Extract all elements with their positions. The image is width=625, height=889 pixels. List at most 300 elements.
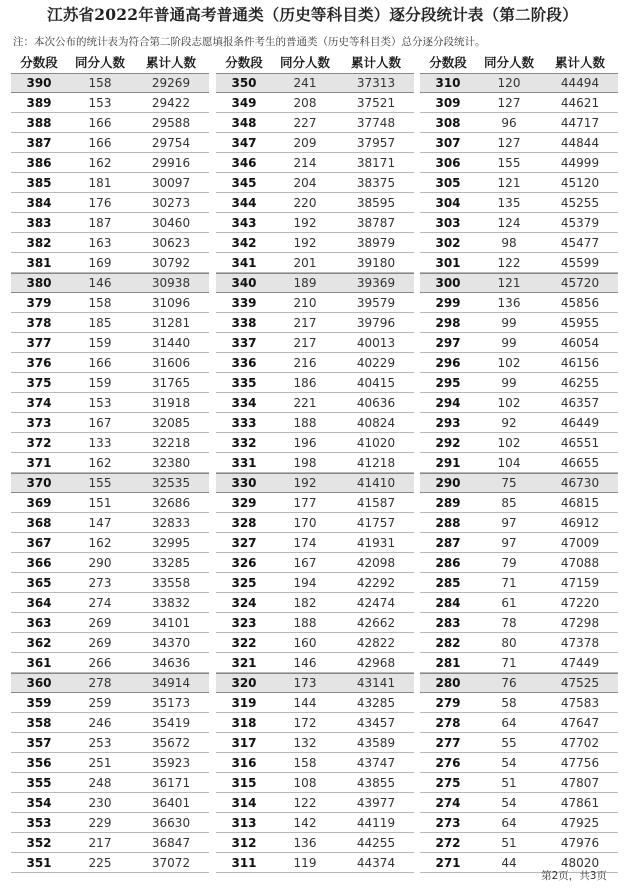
- cumulative-cell: 45120: [560, 175, 600, 190]
- table-row: [11, 313, 209, 333]
- cumulative-cell: 46156: [560, 355, 600, 370]
- score-cell: 293: [435, 415, 461, 430]
- count-cell: 51: [501, 835, 517, 850]
- count-cell: 54: [501, 755, 517, 770]
- table-row: [420, 673, 618, 693]
- table-row: [11, 93, 209, 113]
- table-row: [11, 193, 209, 213]
- cumulative-cell: 41757: [356, 515, 396, 530]
- count-cell: 187: [88, 215, 112, 230]
- score-cell: 312: [231, 835, 257, 850]
- table-row: [420, 553, 618, 573]
- cumulative-cell: 30460: [151, 215, 191, 230]
- count-cell: 61: [501, 595, 517, 610]
- score-cell: 290: [435, 476, 461, 490]
- cumulative-cell: 32833: [151, 515, 191, 530]
- table-row: [420, 233, 618, 253]
- count-cell: 92: [501, 415, 517, 430]
- cumulative-cell: 34370: [151, 635, 191, 650]
- table-row: [420, 73, 618, 93]
- table-row: [420, 453, 618, 473]
- cumulative-cell: 39796: [356, 315, 396, 330]
- table-row: [11, 153, 209, 173]
- cumulative-cell: 30792: [151, 255, 191, 270]
- score-table-1: [11, 51, 209, 873]
- cumulative-cell: 32085: [151, 415, 191, 430]
- table-header: [11, 51, 209, 73]
- score-cell: 356: [26, 755, 52, 770]
- table-row: [420, 493, 618, 513]
- cumulative-cell: 41587: [356, 495, 396, 510]
- count-cell: 210: [293, 295, 317, 310]
- score-cell: 351: [26, 855, 52, 870]
- table-row: [420, 373, 618, 393]
- table-row: [216, 153, 414, 173]
- table-row: [216, 253, 414, 273]
- cumulative-cell: 35419: [151, 715, 191, 730]
- score-cell: 358: [26, 715, 52, 730]
- cumulative-cell: 38171: [356, 155, 396, 170]
- count-cell: 166: [88, 355, 112, 370]
- score-cell: 364: [26, 595, 52, 610]
- score-cell: 333: [231, 415, 257, 430]
- count-cell: 55: [501, 735, 517, 750]
- table-header: [216, 51, 414, 73]
- table-body: [11, 73, 209, 873]
- score-cell: 353: [26, 815, 52, 830]
- score-cell: 361: [26, 655, 52, 670]
- count-cell: 122: [497, 255, 521, 270]
- table-row: [216, 373, 414, 393]
- count-cell: 176: [88, 195, 112, 210]
- cumulative-cell: 48020: [560, 855, 600, 870]
- score-cell: 383: [26, 215, 52, 230]
- cumulative-cell: 37072: [151, 855, 191, 870]
- table-row: [11, 773, 209, 793]
- cumulative-cell: 33285: [151, 555, 191, 570]
- cumulative-cell: 33558: [151, 575, 191, 590]
- table-row: [11, 513, 209, 533]
- count-cell: 278: [88, 676, 112, 690]
- cumulative-cell: 29422: [151, 95, 191, 110]
- table-row: [216, 793, 414, 813]
- cumulative-cell: 44119: [356, 815, 396, 830]
- cumulative-cell: 44844: [560, 135, 600, 150]
- header-count: 同分人数: [279, 55, 330, 70]
- cumulative-cell: 37521: [356, 95, 396, 110]
- score-cell: 279: [435, 695, 461, 710]
- table-row: [11, 613, 209, 633]
- count-cell: 251: [88, 755, 112, 770]
- table-row: [420, 433, 618, 453]
- cumulative-cell: 37957: [356, 135, 396, 150]
- score-cell: 283: [435, 615, 461, 630]
- cumulative-cell: 29269: [151, 76, 191, 90]
- table-row: [216, 493, 414, 513]
- cumulative-cell: 43285: [356, 695, 396, 710]
- count-cell: 192: [293, 215, 317, 230]
- score-cell: 297: [435, 335, 461, 350]
- score-cell: 314: [231, 795, 257, 810]
- table-row: [216, 613, 414, 633]
- score-cell: 374: [26, 395, 52, 410]
- table-row: [216, 473, 414, 493]
- cumulative-cell: 31096: [151, 295, 191, 310]
- score-cell: 292: [435, 435, 461, 450]
- count-cell: 108: [293, 775, 317, 790]
- cumulative-cell: 47807: [560, 775, 600, 790]
- cumulative-cell: 31606: [151, 355, 191, 370]
- table-row: [420, 353, 618, 373]
- count-cell: 269: [88, 635, 112, 650]
- count-cell: 269: [88, 615, 112, 630]
- table-row: [11, 113, 209, 133]
- score-cell: 365: [26, 575, 52, 590]
- header-count: 同分人数: [483, 55, 534, 70]
- table-row: [11, 633, 209, 653]
- table-row: [216, 593, 414, 613]
- header-score: 分数段: [20, 55, 58, 70]
- table-row: [420, 393, 618, 413]
- cumulative-cell: 46054: [560, 335, 600, 350]
- cumulative-cell: 47009: [560, 535, 600, 550]
- score-cell: 367: [26, 535, 52, 550]
- count-cell: 167: [293, 555, 317, 570]
- score-cell: 289: [435, 495, 461, 510]
- cumulative-cell: 34914: [151, 676, 191, 690]
- cumulative-cell: 35173: [151, 695, 191, 710]
- cumulative-cell: 38595: [356, 195, 396, 210]
- score-cell: 298: [435, 315, 461, 330]
- score-cell: 280: [435, 676, 461, 690]
- table-row: [216, 573, 414, 593]
- count-cell: 54: [501, 795, 517, 810]
- cumulative-cell: 31765: [151, 375, 191, 390]
- score-cell: 275: [435, 775, 461, 790]
- count-cell: 241: [293, 76, 317, 90]
- cumulative-cell: 39579: [356, 295, 396, 310]
- cumulative-cell: 46357: [560, 395, 600, 410]
- cumulative-cell: 47861: [560, 795, 600, 810]
- score-cell: 305: [435, 175, 461, 190]
- score-cell: 322: [231, 635, 257, 650]
- score-cell: 303: [435, 215, 461, 230]
- score-cell: 373: [26, 415, 52, 430]
- table-row: [420, 213, 618, 233]
- table-row: [420, 293, 618, 313]
- score-cell: 344: [231, 195, 257, 210]
- table-row: [420, 113, 618, 133]
- count-cell: 274: [88, 595, 112, 610]
- count-cell: 132: [293, 735, 317, 750]
- table-row: [216, 413, 414, 433]
- table-row: [420, 313, 618, 333]
- count-cell: 188: [293, 415, 317, 430]
- table-row: [216, 393, 414, 413]
- cumulative-cell: 42822: [356, 635, 396, 650]
- score-cell: 386: [26, 155, 52, 170]
- table-row: [420, 693, 618, 713]
- table-row: [11, 733, 209, 753]
- cumulative-cell: 42292: [356, 575, 396, 590]
- table-body: [216, 73, 414, 873]
- count-cell: 172: [293, 715, 317, 730]
- count-cell: 159: [88, 335, 112, 350]
- table-row: [216, 313, 414, 333]
- table-row: [216, 713, 414, 733]
- count-cell: 142: [293, 815, 317, 830]
- score-cell: 350: [231, 76, 257, 90]
- score-cell: 337: [231, 335, 257, 350]
- cumulative-cell: 43589: [356, 735, 396, 750]
- cumulative-cell: 38787: [356, 215, 396, 230]
- score-cell: 342: [231, 235, 257, 250]
- count-cell: 225: [88, 855, 112, 870]
- cumulative-cell: 45477: [560, 235, 600, 250]
- table-row: [11, 673, 209, 693]
- header-cumulative: 累计人数: [350, 55, 401, 70]
- count-cell: 102: [497, 395, 521, 410]
- cumulative-cell: 43457: [356, 715, 396, 730]
- score-cell: 370: [26, 476, 52, 490]
- score-cell: 327: [231, 535, 257, 550]
- table-row: [216, 73, 414, 93]
- cumulative-cell: 36630: [151, 815, 191, 830]
- cumulative-cell: 46255: [560, 375, 600, 390]
- score-cell: 381: [26, 255, 52, 270]
- table-row: [420, 753, 618, 773]
- note-text: 注：本次公布的统计表为符合第二阶段志愿填报条件考生的普通类（历史等科目类）总分逐分段统计。: [13, 36, 486, 48]
- cumulative-cell: 41410: [356, 476, 396, 490]
- table-row: [11, 793, 209, 813]
- table-row: [420, 333, 618, 353]
- count-cell: 136: [293, 835, 317, 850]
- count-cell: 217: [293, 315, 317, 330]
- score-cell: 274: [435, 795, 461, 810]
- table-row: [420, 193, 618, 213]
- count-cell: 120: [497, 76, 521, 90]
- table-row: [11, 273, 209, 293]
- score-cell: 319: [231, 695, 257, 710]
- count-cell: 71: [501, 655, 517, 670]
- cumulative-cell: 35672: [151, 735, 191, 750]
- score-cell: 284: [435, 595, 461, 610]
- count-cell: 209: [293, 135, 317, 150]
- count-cell: 217: [88, 835, 112, 850]
- count-cell: 85: [501, 495, 517, 510]
- score-cell: 309: [435, 95, 461, 110]
- table-row: [216, 273, 414, 293]
- count-cell: 153: [88, 395, 112, 410]
- count-cell: 221: [293, 395, 317, 410]
- cumulative-cell: 32380: [151, 455, 191, 470]
- score-cell: 287: [435, 535, 461, 550]
- table-row: [11, 433, 209, 453]
- cumulative-cell: 40415: [356, 375, 396, 390]
- cumulative-cell: 29916: [151, 155, 191, 170]
- score-cell: 389: [26, 95, 52, 110]
- table-row: [420, 793, 618, 813]
- count-cell: 188: [293, 615, 317, 630]
- count-cell: 58: [501, 695, 517, 710]
- table-row: [216, 853, 414, 873]
- cumulative-cell: 31281: [151, 315, 191, 330]
- count-cell: 162: [88, 535, 112, 550]
- cumulative-cell: 36847: [151, 835, 191, 850]
- count-cell: 192: [293, 235, 317, 250]
- cumulative-cell: 47220: [560, 595, 600, 610]
- count-cell: 51: [501, 775, 517, 790]
- score-cell: 338: [231, 315, 257, 330]
- score-cell: 325: [231, 575, 257, 590]
- score-table-3: [420, 51, 618, 873]
- cumulative-cell: 30623: [151, 235, 191, 250]
- count-cell: 121: [497, 175, 521, 190]
- cumulative-cell: 45599: [560, 255, 600, 270]
- count-cell: 146: [88, 276, 112, 290]
- count-cell: 96: [501, 115, 517, 130]
- score-cell: 377: [26, 335, 52, 350]
- table-header: [420, 51, 618, 73]
- table-row: [216, 513, 414, 533]
- count-cell: 133: [88, 435, 112, 450]
- count-cell: 266: [88, 655, 112, 670]
- cumulative-cell: 41218: [356, 455, 396, 470]
- count-cell: 227: [293, 115, 317, 130]
- count-cell: 102: [497, 435, 521, 450]
- count-cell: 155: [88, 476, 112, 490]
- cumulative-cell: 37313: [356, 76, 396, 90]
- score-cell: 385: [26, 175, 52, 190]
- score-cell: 332: [231, 435, 257, 450]
- table-row: [11, 333, 209, 353]
- table-row: [216, 93, 414, 113]
- cumulative-cell: 30097: [151, 175, 191, 190]
- table-row: [216, 453, 414, 473]
- cumulative-cell: 38979: [356, 235, 396, 250]
- page-number: 第2页，共3页: [541, 870, 607, 882]
- table-row: [420, 133, 618, 153]
- score-cell: 282: [435, 635, 461, 650]
- score-cell: 357: [26, 735, 52, 750]
- table-row: [216, 433, 414, 453]
- table-row: [11, 213, 209, 233]
- count-cell: 167: [88, 415, 112, 430]
- count-cell: 214: [293, 155, 317, 170]
- count-cell: 163: [88, 235, 112, 250]
- table-row: [216, 173, 414, 193]
- score-cell: 363: [26, 615, 52, 630]
- table-row: [11, 233, 209, 253]
- score-cell: 324: [231, 595, 257, 610]
- cumulative-cell: 37748: [356, 115, 396, 130]
- count-cell: 194: [293, 575, 317, 590]
- count-cell: 158: [88, 295, 112, 310]
- cumulative-cell: 40824: [356, 415, 396, 430]
- count-cell: 127: [497, 135, 521, 150]
- count-cell: 253: [88, 735, 112, 750]
- cumulative-cell: 46449: [560, 415, 600, 430]
- cumulative-cell: 42968: [356, 655, 396, 670]
- score-cell: 341: [231, 255, 257, 270]
- table-row: [11, 253, 209, 273]
- score-cell: 276: [435, 755, 461, 770]
- cumulative-cell: 45955: [560, 315, 600, 330]
- cumulative-cell: 46655: [560, 455, 600, 470]
- count-cell: 173: [293, 676, 317, 690]
- cumulative-cell: 47298: [560, 615, 600, 630]
- table-row: [216, 333, 414, 353]
- table-row: [216, 233, 414, 253]
- score-cell: 304: [435, 195, 461, 210]
- count-cell: 230: [88, 795, 112, 810]
- table-row: [11, 473, 209, 493]
- score-cell: 336: [231, 355, 257, 370]
- table-row: [216, 753, 414, 773]
- score-cell: 295: [435, 375, 461, 390]
- score-cell: 313: [231, 815, 257, 830]
- table-row: [216, 833, 414, 853]
- table-row: [420, 253, 618, 273]
- table-row: [420, 633, 618, 653]
- cumulative-cell: 44621: [560, 95, 600, 110]
- cumulative-cell: 31918: [151, 395, 191, 410]
- score-cell: 384: [26, 195, 52, 210]
- score-cell: 345: [231, 175, 257, 190]
- count-cell: 147: [88, 515, 112, 530]
- cumulative-cell: 46730: [560, 476, 600, 490]
- table-row: [216, 293, 414, 313]
- count-cell: 160: [293, 635, 317, 650]
- table-row: [420, 413, 618, 433]
- header-score: 分数段: [225, 55, 263, 70]
- score-cell: 316: [231, 755, 257, 770]
- table-row: [420, 533, 618, 553]
- table-row: [216, 553, 414, 573]
- score-cell: 272: [435, 835, 461, 850]
- cumulative-cell: 47088: [560, 555, 600, 570]
- table-row: [216, 193, 414, 213]
- cumulative-cell: 32535: [151, 476, 191, 490]
- score-cell: 291: [435, 455, 461, 470]
- table-row: [420, 173, 618, 193]
- table-row: [11, 713, 209, 733]
- table-row: [11, 493, 209, 513]
- cumulative-cell: 34101: [151, 615, 191, 630]
- table-row: [420, 813, 618, 833]
- cumulative-cell: 47702: [560, 735, 600, 750]
- cumulative-cell: 46551: [560, 435, 600, 450]
- table-row: [420, 713, 618, 733]
- count-cell: 124: [497, 215, 521, 230]
- cumulative-cell: 34636: [151, 655, 191, 670]
- score-cell: 349: [231, 95, 257, 110]
- cumulative-cell: 47756: [560, 755, 600, 770]
- cumulative-cell: 43855: [356, 775, 396, 790]
- score-cell: 311: [231, 855, 257, 870]
- cumulative-cell: 43141: [356, 676, 396, 690]
- score-cell: 307: [435, 135, 461, 150]
- score-cell: 348: [231, 115, 257, 130]
- cumulative-cell: 42474: [356, 595, 396, 610]
- count-cell: 121: [497, 276, 521, 290]
- score-cell: 308: [435, 115, 461, 130]
- score-cell: 320: [231, 676, 257, 690]
- count-cell: 64: [501, 715, 517, 730]
- count-cell: 75: [501, 476, 517, 490]
- score-cell: 355: [26, 775, 52, 790]
- count-cell: 204: [293, 175, 317, 190]
